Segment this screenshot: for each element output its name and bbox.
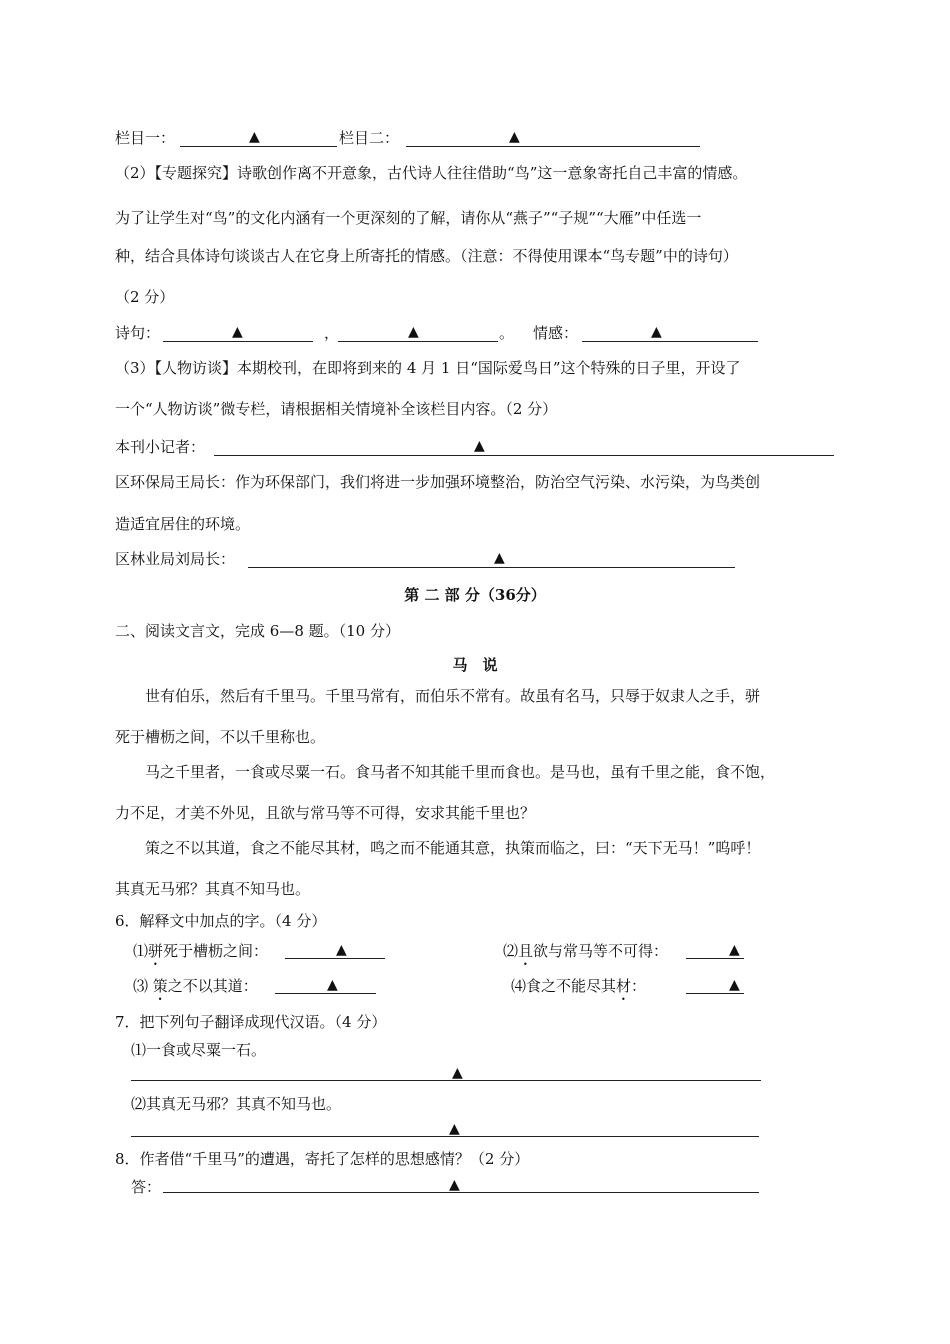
wang-line1: 区环保局王局长：作为环保部门，我们将进一步加强环境整治，防治空气污染、水污染，为鸟类创: [115, 473, 761, 491]
answer-triangle-icon: ▲: [232, 324, 243, 340]
reporter-answer[interactable]: [214, 455, 834, 456]
answer-triangle-icon: ▲: [651, 324, 662, 340]
answer-triangle-icon: ▲: [494, 550, 505, 566]
q6-item4-answer[interactable]: [686, 993, 744, 994]
q6-title: 6．解释文中加点的字。（4 分）: [115, 912, 327, 930]
column1-label: 栏目一：: [115, 129, 176, 147]
q3-line1: （3）【人物访谈】本期校刊，在即将到来的 4 月 1 日“国际爱鸟日”这个特殊的日子里，开设了: [115, 359, 741, 377]
dotted-char: 材: [616, 977, 632, 995]
q2-score: （2 分）: [115, 288, 175, 306]
emotion-answer[interactable]: [582, 341, 758, 342]
answer-triangle-icon: ▲: [729, 977, 740, 993]
answer-triangle-icon: ▲: [327, 977, 338, 993]
passage-title: 马 说: [452, 656, 498, 674]
passage-p3-line1: 策之不以其道，食之不能尽其材，鸣之而不能通其意，执策而临之，曰：“天下无马！”呜呼！: [145, 839, 761, 857]
q2-line2: 为了让学生对“鸟”的文化内涵有一个更深刻的了解，请你从“燕子”“子规”“大雁”中任选一: [115, 209, 702, 227]
passage-p3-line2: 其真无马邪？其真不知马也。: [115, 880, 311, 898]
answer-triangle-icon: ▲: [449, 1177, 460, 1193]
q6-item3: ⑶ 策之不以其道：: [133, 977, 258, 995]
poem-line1-answer[interactable]: [163, 341, 313, 342]
answer-triangle-icon: ▲: [249, 129, 260, 145]
column2-answer-line[interactable]: [406, 146, 700, 147]
q6-item2-answer[interactable]: [686, 958, 744, 959]
poem-label: 诗句：: [115, 324, 161, 342]
q6-item1: ⑴骈死于槽枥之间：: [133, 942, 269, 960]
q6-item3-answer[interactable]: [275, 993, 376, 994]
q6-item2: ⑵且欲与常马等不可得：: [503, 942, 669, 960]
reporter-label: 本刊小记者：: [115, 438, 206, 456]
answer-triangle-icon: ▲: [452, 1065, 463, 1081]
column1-answer-line[interactable]: [180, 146, 337, 147]
section2-instruction: 二、阅读文言文，完成 6—8 题。（10 分）: [115, 622, 400, 640]
q2-line1: （2）【专题探究】诗歌创作离不开意象，古代诗人往往借助“鸟”这一意象寄托自己丰富的情感。: [115, 164, 748, 182]
q6-item1-answer[interactable]: [285, 958, 385, 959]
q8-answer[interactable]: [163, 1192, 759, 1193]
q7-title: 7．把下列句子翻译成现代汉语。（4 分）: [115, 1013, 387, 1031]
liu-label: 区林业局刘局长：: [115, 550, 236, 568]
answer-triangle-icon: ▲: [509, 129, 520, 145]
q7-sentence2: ⑵其真无马邪？其真不知马也。: [131, 1095, 342, 1113]
passage-p2-line2: 力不足，才美不外见，且欲与常马等不可得，安求其能千里也？: [115, 804, 536, 822]
answer-triangle-icon: ▲: [474, 438, 485, 454]
answer-triangle-icon: ▲: [449, 1121, 460, 1137]
passage-p1-line1: 世有伯乐，然后有千里马。千里马常有，而伯乐不常有。故虽有名马，只辱于奴隶人之手，骈: [145, 687, 761, 705]
q7-sentence1: ⑴一食或尽粟一石。: [131, 1041, 267, 1059]
answer-triangle-icon: ▲: [408, 324, 419, 340]
column2-label: 栏目二：: [339, 129, 400, 147]
wang-line2: 造适宜居住的环境。: [115, 515, 251, 533]
answer-triangle-icon: ▲: [336, 942, 347, 958]
comma: ，: [324, 324, 340, 342]
passage-p2-line1: 马之千里者，一食或尽粟一石。食马者不知其能千里而食也。是马也，虽有千里之能，食不饱，: [145, 763, 776, 781]
q8-answer-label: 答：: [131, 1178, 162, 1196]
poem-line2-answer[interactable]: [338, 341, 498, 342]
part2-heading: 第 二 部 分（36分）: [404, 586, 546, 604]
q7-sentence1-answer[interactable]: [131, 1080, 761, 1081]
q3-line2: 一个“人物访谈”微专栏，请根据相关情境补全该栏目内容。（2 分）: [115, 400, 558, 418]
q8-title: 8．作者借“千里马”的遭遇，寄托了怎样的思想感情？（2 分）: [115, 1150, 530, 1168]
dotted-char: 策: [152, 977, 168, 995]
q2-line3: 种，结合具体诗句谈谈古人在它身上所寄托的情感。（注意：不得使用课本“鸟专题”中的诗句）: [115, 247, 738, 265]
q6-item4: ⑷食之不能尽其材：: [511, 977, 647, 995]
period: 。: [499, 324, 515, 342]
liu-answer[interactable]: [248, 567, 735, 568]
q7-sentence2-answer[interactable]: [131, 1136, 759, 1137]
dotted-char: 骈: [148, 942, 164, 960]
answer-triangle-icon: ▲: [729, 942, 740, 958]
passage-p1-line2: 死于槽枥之间，不以千里称也。: [115, 728, 326, 746]
emotion-label: 情感：: [533, 324, 579, 342]
dotted-char: 且: [518, 942, 534, 960]
